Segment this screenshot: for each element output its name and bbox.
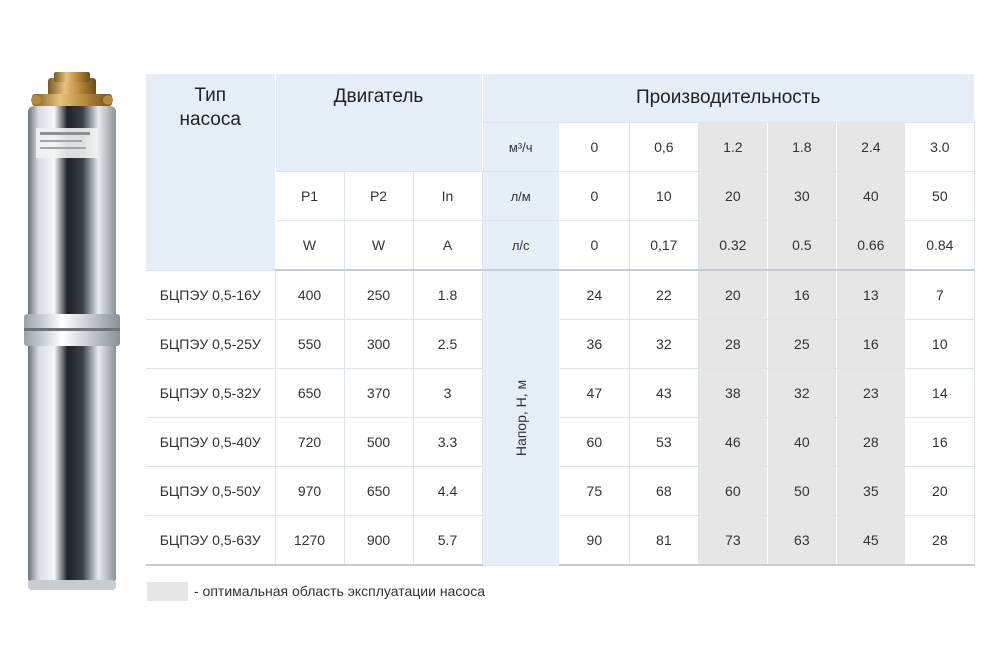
flow-ls-value: 0.84 xyxy=(905,221,974,271)
head-value: 16 xyxy=(905,418,974,467)
head-value: 36 xyxy=(559,320,629,369)
head-value: 23 xyxy=(836,369,905,418)
head-value: 90 xyxy=(559,516,629,566)
flow-m3h-value: 3.0 xyxy=(905,123,974,172)
motor-unit-p1: W xyxy=(275,221,344,271)
head-value: 68 xyxy=(629,467,698,516)
model-in: 3.3 xyxy=(413,418,482,467)
table-row xyxy=(146,418,974,467)
head-value: 28 xyxy=(698,320,767,369)
table-row xyxy=(146,369,974,418)
model-p2: 900 xyxy=(344,516,413,566)
model-p1: 970 xyxy=(275,467,344,516)
head-value: 43 xyxy=(629,369,698,418)
flow-ls-value: 0 xyxy=(559,221,629,271)
model-p2: 650 xyxy=(344,467,413,516)
model-p1: 550 xyxy=(275,320,344,369)
head-value: 16 xyxy=(767,270,836,320)
head-value: 7 xyxy=(905,270,974,320)
head-value: 46 xyxy=(698,418,767,467)
head-value: 14 xyxy=(905,369,974,418)
flow-m3h-value: 0,6 xyxy=(629,123,698,172)
flow-m3h-value: 1.8 xyxy=(767,123,836,172)
head-value: 32 xyxy=(767,369,836,418)
model-p1: 400 xyxy=(275,270,344,320)
model-in: 4.4 xyxy=(413,467,482,516)
flow-m3h-value: 2.4 xyxy=(836,123,905,172)
head-value: 40 xyxy=(767,418,836,467)
head-value: 25 xyxy=(767,320,836,369)
head-value: 28 xyxy=(836,418,905,467)
model-p1: 1270 xyxy=(275,516,344,566)
model-name: БЦПЭУ 0,5-25У xyxy=(146,320,275,369)
table-row xyxy=(146,516,974,566)
head-value: 16 xyxy=(836,320,905,369)
head-value: 81 xyxy=(629,516,698,566)
flow-ls-value: 0.66 xyxy=(836,221,905,271)
motor-unit-p2: W xyxy=(344,221,413,271)
legend-swatch xyxy=(147,582,188,601)
head-value: 63 xyxy=(767,516,836,566)
flow-unit-ls: л/с xyxy=(482,221,559,271)
model-in: 3 xyxy=(413,369,482,418)
header-performance: Производительность xyxy=(482,74,974,123)
model-name: БЦПЭУ 0,5-16У xyxy=(146,270,275,320)
model-in: 2.5 xyxy=(413,320,482,369)
flow-m3h-value: 1.2 xyxy=(698,123,767,172)
model-p2: 370 xyxy=(344,369,413,418)
flow-lm-value: 40 xyxy=(836,172,905,221)
flow-lm-value: 50 xyxy=(905,172,974,221)
flow-lm-value: 0 xyxy=(559,172,629,221)
model-p1: 650 xyxy=(275,369,344,418)
flow-m3h-value: 0 xyxy=(559,123,629,172)
flow-lm-value: 30 xyxy=(767,172,836,221)
motor-unit-in: A xyxy=(413,221,482,271)
head-value: 50 xyxy=(767,467,836,516)
motor-col-in: In xyxy=(413,172,482,221)
model-in: 5.7 xyxy=(413,516,482,566)
flow-ls-value: 0,17 xyxy=(629,221,698,271)
head-value: 13 xyxy=(836,270,905,320)
head-value: 22 xyxy=(629,270,698,320)
flow-lm-value: 10 xyxy=(629,172,698,221)
model-p2: 500 xyxy=(344,418,413,467)
flow-unit-m3h: м³/ч xyxy=(482,123,559,172)
head-value: 45 xyxy=(836,516,905,566)
flow-ls-value: 0.5 xyxy=(767,221,836,271)
model-p2: 300 xyxy=(344,320,413,369)
head-value: 53 xyxy=(629,418,698,467)
header-pump-type: Тип насоса xyxy=(146,74,275,270)
head-value: 10 xyxy=(905,320,974,369)
legend-text: - оптимальная область эксплуатации насоса xyxy=(194,583,486,599)
head-label-cell xyxy=(482,270,559,565)
head-value: 75 xyxy=(559,467,629,516)
pump-image xyxy=(18,70,128,600)
motor-col-p1: P1 xyxy=(275,172,344,221)
table-row xyxy=(146,320,974,369)
head-value: 60 xyxy=(559,418,629,467)
flow-unit-lm: л/м xyxy=(482,172,559,221)
model-in: 1.8 xyxy=(413,270,482,320)
head-value: 20 xyxy=(905,467,974,516)
model-name: БЦПЭУ 0,5-50У xyxy=(146,467,275,516)
pump-spec-table xyxy=(146,74,975,566)
model-name: БЦПЭУ 0,5-32У xyxy=(146,369,275,418)
motor-col-p2: P2 xyxy=(344,172,413,221)
head-value: 20 xyxy=(698,270,767,320)
model-p1: 720 xyxy=(275,418,344,467)
model-p2: 250 xyxy=(344,270,413,320)
flow-ls-value: 0.32 xyxy=(698,221,767,271)
head-value: 73 xyxy=(698,516,767,566)
header-motor: Двигатель xyxy=(275,74,482,172)
model-name: БЦПЭУ 0,5-63У xyxy=(146,516,275,566)
head-value: 38 xyxy=(698,369,767,418)
head-value: 24 xyxy=(559,270,629,320)
head-label: Напор, Н, м xyxy=(512,379,529,456)
head-value: 32 xyxy=(629,320,698,369)
head-value: 28 xyxy=(905,516,974,566)
head-value: 60 xyxy=(698,467,767,516)
table-row xyxy=(146,467,974,516)
table-row xyxy=(146,270,974,320)
head-value: 35 xyxy=(836,467,905,516)
model-name: БЦПЭУ 0,5-40У xyxy=(146,418,275,467)
flow-lm-value: 20 xyxy=(698,172,767,221)
head-value: 47 xyxy=(559,369,629,418)
